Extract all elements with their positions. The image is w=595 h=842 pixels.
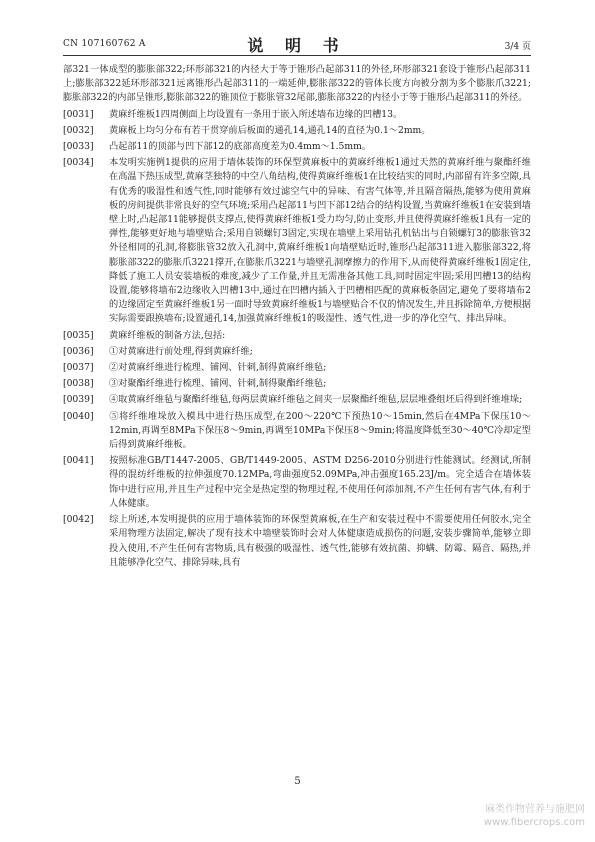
paragraph-number: [0031]	[63, 108, 94, 120]
paragraph-number: [0035]	[63, 329, 94, 341]
paragraph-number: [0041]	[63, 455, 94, 467]
document-header	[63, 33, 531, 55]
paragraph-number: [0037]	[63, 362, 94, 374]
paragraph-0039	[63, 393, 531, 407]
paragraph-0031	[63, 108, 531, 122]
paragraph-0033	[63, 140, 531, 154]
paragraph-text: 综上所述,本发明提供的应用于墙体装饰的环保型黄麻板,在生产和安装过程中不需要使用任何胶水,完全采用物理方法固定,解决了现有技术中墙壁装饰时会对人体健康造成损伤的问题,安装步骤简单,能够立即投入使用,不产生任何有害物质,具有极强的吸湿性、透气性,能够有效抗菌、抑螨、防霉、隔音、隔热,并且能够净化空气、排除异味,具有	[109, 514, 531, 568]
paragraph-text: 黄麻纤维板1四周侧面上均设置有一条用于嵌入所述墙布边缘的凹槽13。	[109, 108, 403, 120]
paragraph-0035	[63, 329, 531, 343]
continuation-paragraph: 部321一体成型的膨胀部322;环形部321的内径大于等于锥形凸起部311的外径,环形部321套设于锥形凸起部311上;膨胀部322延环形部321远离锥形凸起部311的一端延伸,膨胀部322的管体长度方向被分割为多个膨胀爪3221;膨胀部322的内部呈锥形,膨胀部322的锥顶位于膨胀管32尾部,膨胀部322的内径小于等于锥形凸起部311的外径。	[63, 64, 531, 104]
paragraph-0037	[63, 361, 531, 375]
watermark-url: www.fibercrops.com	[483, 817, 585, 828]
paragraph-0034	[63, 156, 531, 326]
paragraph-number: [0033]	[63, 141, 94, 153]
paragraph-0041	[63, 454, 531, 511]
header-rule	[63, 55, 531, 56]
paragraph-number: [0034]	[63, 157, 94, 169]
document-body	[63, 63, 531, 572]
paragraph-number: [0036]	[63, 345, 94, 357]
paragraph-number: [0032]	[63, 124, 94, 136]
watermark	[435, 803, 585, 829]
paragraph-text: ④取黄麻纤维毡与聚酯纤维毡,每两层黄麻纤维毡之间夹一层聚酯纤维毡,层层堆叠组坯后得到纤维堆垛;	[109, 394, 523, 406]
paragraph-0042	[63, 513, 531, 570]
paragraph-text: ①对黄麻进行前处理,得到黄麻纤维;	[109, 345, 253, 357]
paragraph-text: 凸起部11的顶部与凹下部12的底部高度差为0.4mm～1.5mm。	[109, 141, 372, 153]
watermark-title: 麻类作物营养与施肥网	[485, 804, 585, 815]
paragraph-0038	[63, 377, 531, 391]
paragraph-number: [0039]	[63, 394, 94, 406]
paragraph-text: ②对黄麻纤维进行梳理、铺网、针刺,制得黄麻纤维毡;	[109, 362, 327, 374]
page-indicator: 3/4 页	[504, 42, 531, 52]
paragraph-number: [0040]	[63, 410, 94, 422]
paragraph-number: [0038]	[63, 378, 94, 390]
paragraph-number: [0042]	[63, 514, 94, 526]
paragraph-0040	[63, 410, 531, 453]
paragraph-text: 按照标准GB/T1447-2005、GB/T1449-2005、ASTM D256-2010分别进行性能测试。经测试,所制得的混纺纤维板的拉伸强度70.12MPa,弯曲强度52.09MPa,冲击强度165.23J/m。完全适合在墙体装饰中进行应用,并且生产过程中完全是热定型的物理过程,不使用任何添加剂,不产生任何有害气体,有利于人体健康。	[109, 455, 531, 509]
paragraph-text: ⑤将纤维堆垛放入模具中进行热压成型,在200～220℃下预热10～15min,然后在4MPa下保压10～12min,再调至8MPa下保压8～9min,再调至10MPa下保压8～9min;将温度降低至30～40℃冷却定型后得到黄麻纤维板。	[109, 410, 531, 451]
paragraph-text: ③对聚酯纤维进行梳理、铺网、针刺,制得聚酯纤维毡;	[109, 378, 327, 390]
paragraph-0036	[63, 345, 531, 359]
paragraph-text: 本发明实施例1提供的应用于墙体装饰的环保型黄麻板中的黄麻纤维板1通过天然的黄麻纤维与聚酯纤维在高温下热压成型,黄麻茎独特的中空八角结构,使得黄麻纤维板1在比较结实的同时,内部留有许多空隙,具有优秀的吸湿性和透气性,同时能够有效过滤空气中的异味、有害气体等,并且隔音隔热,能够为使用黄麻板的房间提供非常良好的空气环境;采用凸起部11与凹下部12结合的结构设置,当黄麻纤维板1在安装到墙壁上时,凸起部11能够提供支撑点,使得黄麻纤维板1受力均匀,防止变形,并且使得黄麻纤维板1具有一定的弹性,能够更好地与墙壁贴合;采用自锁螺钉3固定,实现在墙壁上采用钻孔机钻出与自锁螺钉3的膨胀管32外径相同的孔洞,将膨胀管32放入孔洞中,黄麻纤维板1向墙壁贴近时,锥形凸起部311进入膨胀部322,将膨胀部322的膨胀爪3221撑开,在膨胀爪3221与墙壁孔洞摩擦力的作用下,从而使得黄麻纤维板1固定住,降低了施工人员安装墙板的难度,减少了工作量,并且无需准备其他工具,同时固定牢固;采用凹槽13的结构设置,能够将墙布2边缘收入凹槽13中,通过在凹槽内插入于凹槽相匹配的黄麻板条固定,避免了要将墙布2的边缘固定至黄麻纤维板1另一面时导致黄麻纤维板1与墙壁贴合不仅的情况发生,并且拆除简单,方便根据实际需要跟换墙布;设置通孔14,加强黄麻纤维板1的吸湿性、透气性,进一步的净化空气、排出异味。	[109, 157, 531, 325]
document-title: 说 明 书	[247, 36, 347, 55]
paragraph-text: 黄麻板上均匀分布有若干贯穿前后板面的通孔14,通孔14的直径为0.1～2mm。	[109, 124, 431, 136]
paragraph-0032	[63, 124, 531, 138]
publication-number: CN 107160762 A	[63, 39, 146, 49]
paragraph-text: 黄麻纤维板的制备方法,包括:	[109, 329, 226, 341]
page-number: 5	[294, 776, 301, 787]
